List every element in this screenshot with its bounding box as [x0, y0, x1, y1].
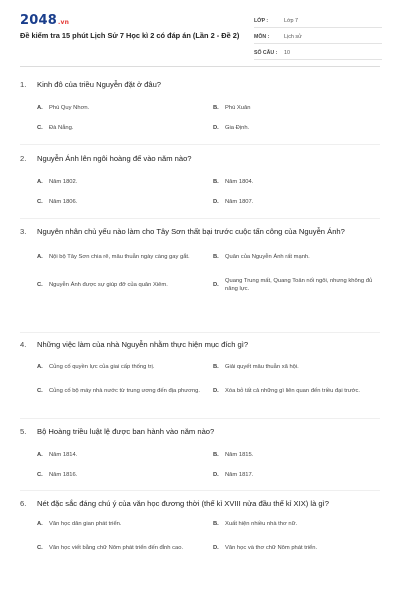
- meta-row-subject: [254, 30, 382, 44]
- options-grid: [37, 98, 380, 138]
- option-text: Xuất hiện nhiều nhà thơ nữ.: [225, 520, 298, 527]
- meta-label: SỐ CÂU :: [254, 49, 278, 56]
- option-text: Giải quyết mâu thuẫn xã hội.: [225, 363, 299, 370]
- option-b[interactable]: [213, 243, 385, 271]
- option-c[interactable]: [37, 465, 209, 485]
- question-header: [20, 427, 380, 438]
- question-separator: [20, 218, 380, 219]
- question-number: 6.: [20, 499, 27, 508]
- question-header: [20, 80, 380, 91]
- option-letter: A.: [37, 178, 43, 185]
- option-b[interactable]: [213, 98, 385, 118]
- question-6: [20, 499, 380, 562]
- option-letter: D.: [213, 387, 219, 394]
- option-text: Nguyễn Ánh được sự giúp đỡ của quân Xiêm.: [49, 281, 168, 288]
- option-letter: B.: [213, 104, 219, 111]
- option-letter: C.: [37, 281, 43, 288]
- question-text: Nguyên nhân chủ yếu nào làm cho Tây Sơn thất bại trước cuộc tấn công của Nguyễn Ánh?: [37, 227, 345, 236]
- option-a[interactable]: [37, 172, 209, 192]
- option-letter: B.: [213, 178, 219, 185]
- option-letter: C.: [37, 124, 43, 131]
- option-letter: A.: [37, 520, 43, 527]
- option-letter: B.: [213, 451, 219, 458]
- options-grid: [37, 514, 380, 562]
- option-a[interactable]: [37, 514, 209, 534]
- option-text: Gia Định.: [225, 124, 250, 131]
- option-letter: D.: [213, 124, 219, 131]
- question-header: [20, 154, 380, 165]
- option-letter: C.: [37, 387, 43, 394]
- question-number: 2.: [20, 154, 27, 163]
- options-grid: [37, 357, 380, 405]
- option-text: Củng cố quyền lực của giai cấp thống trị.: [49, 363, 155, 370]
- question-5: [20, 427, 380, 485]
- option-a[interactable]: [37, 357, 209, 377]
- option-d[interactable]: [213, 465, 385, 485]
- option-text: Quang Trung mất, Quang Toản nối ngôi, nhưng không đủ năng lực.: [225, 277, 373, 292]
- question-1: [20, 80, 380, 138]
- option-text: Phú Quy Nhơn.: [49, 104, 90, 111]
- option-text: Năm 1817.: [225, 471, 254, 478]
- option-letter: D.: [213, 281, 219, 288]
- option-text: Năm 1814.: [49, 451, 78, 458]
- option-text: Văn học và thơ chữ Nôm phát triển.: [225, 544, 318, 551]
- option-c[interactable]: [37, 118, 209, 138]
- meta-row-count: [254, 46, 382, 60]
- option-letter: C.: [37, 471, 43, 478]
- question-4: [20, 340, 380, 405]
- option-b[interactable]: [213, 357, 385, 377]
- option-d[interactable]: [213, 118, 385, 138]
- question-separator: [20, 332, 380, 333]
- option-a[interactable]: [37, 445, 209, 465]
- option-letter: D.: [213, 544, 219, 551]
- option-letter: A.: [37, 253, 43, 260]
- question-separator: [20, 490, 380, 491]
- option-c[interactable]: [37, 534, 209, 562]
- header-divider: [20, 66, 380, 67]
- question-separator: [20, 418, 380, 419]
- question-number: 5.: [20, 427, 27, 436]
- question-text: Nguyễn Ánh lên ngôi hoàng đế vào năm nào?: [37, 154, 192, 163]
- option-letter: A.: [37, 451, 43, 458]
- option-d[interactable]: [213, 271, 385, 299]
- option-text: Phú Xuân: [225, 104, 251, 111]
- option-text: Năm 1815.: [225, 451, 254, 458]
- option-letter: D.: [213, 471, 219, 478]
- option-text: Năm 1806.: [49, 198, 78, 205]
- question-number: 3.: [20, 227, 27, 236]
- option-letter: B.: [213, 520, 219, 527]
- option-text: Năm 1807.: [225, 198, 254, 205]
- option-letter: D.: [213, 198, 219, 205]
- logo-text: 2048: [20, 13, 57, 28]
- logo-suffix: .vn: [57, 19, 70, 26]
- option-a[interactable]: [37, 243, 209, 271]
- option-d[interactable]: [213, 192, 385, 212]
- option-text: Đà Nẵng.: [49, 124, 74, 131]
- option-b[interactable]: [213, 514, 385, 534]
- option-text: Năm 1816.: [49, 471, 78, 478]
- question-3: [20, 227, 380, 299]
- meta-value: 10: [284, 49, 290, 56]
- meta-label: LỚP :: [254, 17, 269, 24]
- option-letter: A.: [37, 104, 43, 111]
- question-header: [20, 340, 380, 351]
- option-a[interactable]: [37, 98, 209, 118]
- question-text: Kinh đô của triều Nguyễn đặt ở đâu?: [37, 80, 162, 89]
- option-text: Củng cố bộ máy nhà nước từ trung ương đến địa phương.: [49, 387, 201, 394]
- option-d[interactable]: [213, 534, 385, 562]
- option-b[interactable]: [213, 445, 385, 465]
- option-b[interactable]: [213, 172, 385, 192]
- options-grid: [37, 445, 380, 485]
- option-c[interactable]: [37, 192, 209, 212]
- option-text: Quân của Nguyễn Ánh rất mạnh.: [225, 253, 310, 260]
- question-number: 4.: [20, 340, 27, 349]
- option-c[interactable]: [37, 271, 209, 299]
- question-text: Bộ Hoàng triều luật lệ được ban hành vào năm nào?: [37, 427, 215, 436]
- option-text: Xóa bỏ tất cả những gì liên quan đến triều đại trước.: [225, 387, 360, 394]
- meta-label: MÔN :: [254, 33, 270, 40]
- question-text: Nét đặc sắc đáng chú ý của văn học đương thời (thế kỉ XVIII nửa đầu thế kỉ XIX) là gì?: [37, 499, 329, 508]
- option-text: Nội bộ Tây Sơn chia rẽ, mâu thuẫn ngày càng gay gắt.: [49, 253, 190, 260]
- question-2: [20, 154, 380, 212]
- option-text: Năm 1802.: [49, 178, 78, 185]
- meta-row-class: [254, 14, 382, 28]
- option-letter: B.: [213, 363, 219, 370]
- meta-info: [254, 14, 382, 62]
- option-letter: B.: [213, 253, 219, 260]
- meta-value: Lớp 7: [284, 17, 299, 24]
- option-c[interactable]: [37, 377, 209, 405]
- option-letter: C.: [37, 544, 43, 551]
- meta-value: Lịch sử: [284, 33, 302, 40]
- options-grid: [37, 172, 380, 212]
- question-number: 1.: [20, 80, 27, 89]
- question-header: [20, 499, 380, 510]
- option-text: Năm 1804.: [225, 178, 254, 185]
- document-title: Đề kiểm tra 15 phút Lịch Sử 7 Học kì 2 có đáp án (Lần 2 - Đề 2): [20, 31, 240, 40]
- question-text: Những việc làm của nhà Nguyễn nhằm thực hiện mục đích gì?: [37, 340, 249, 349]
- question-header: [20, 227, 380, 238]
- option-text: Văn học viết bằng chữ Nôm phát triển đến đỉnh cao.: [49, 544, 184, 551]
- option-d[interactable]: [213, 377, 385, 405]
- header: [0, 0, 400, 62]
- site-logo[interactable]: [20, 13, 69, 28]
- option-letter: A.: [37, 363, 43, 370]
- question-separator: [20, 144, 380, 145]
- option-text: Văn học dân gian phát triển.: [49, 520, 122, 527]
- option-letter: C.: [37, 198, 43, 205]
- options-grid: [37, 243, 380, 299]
